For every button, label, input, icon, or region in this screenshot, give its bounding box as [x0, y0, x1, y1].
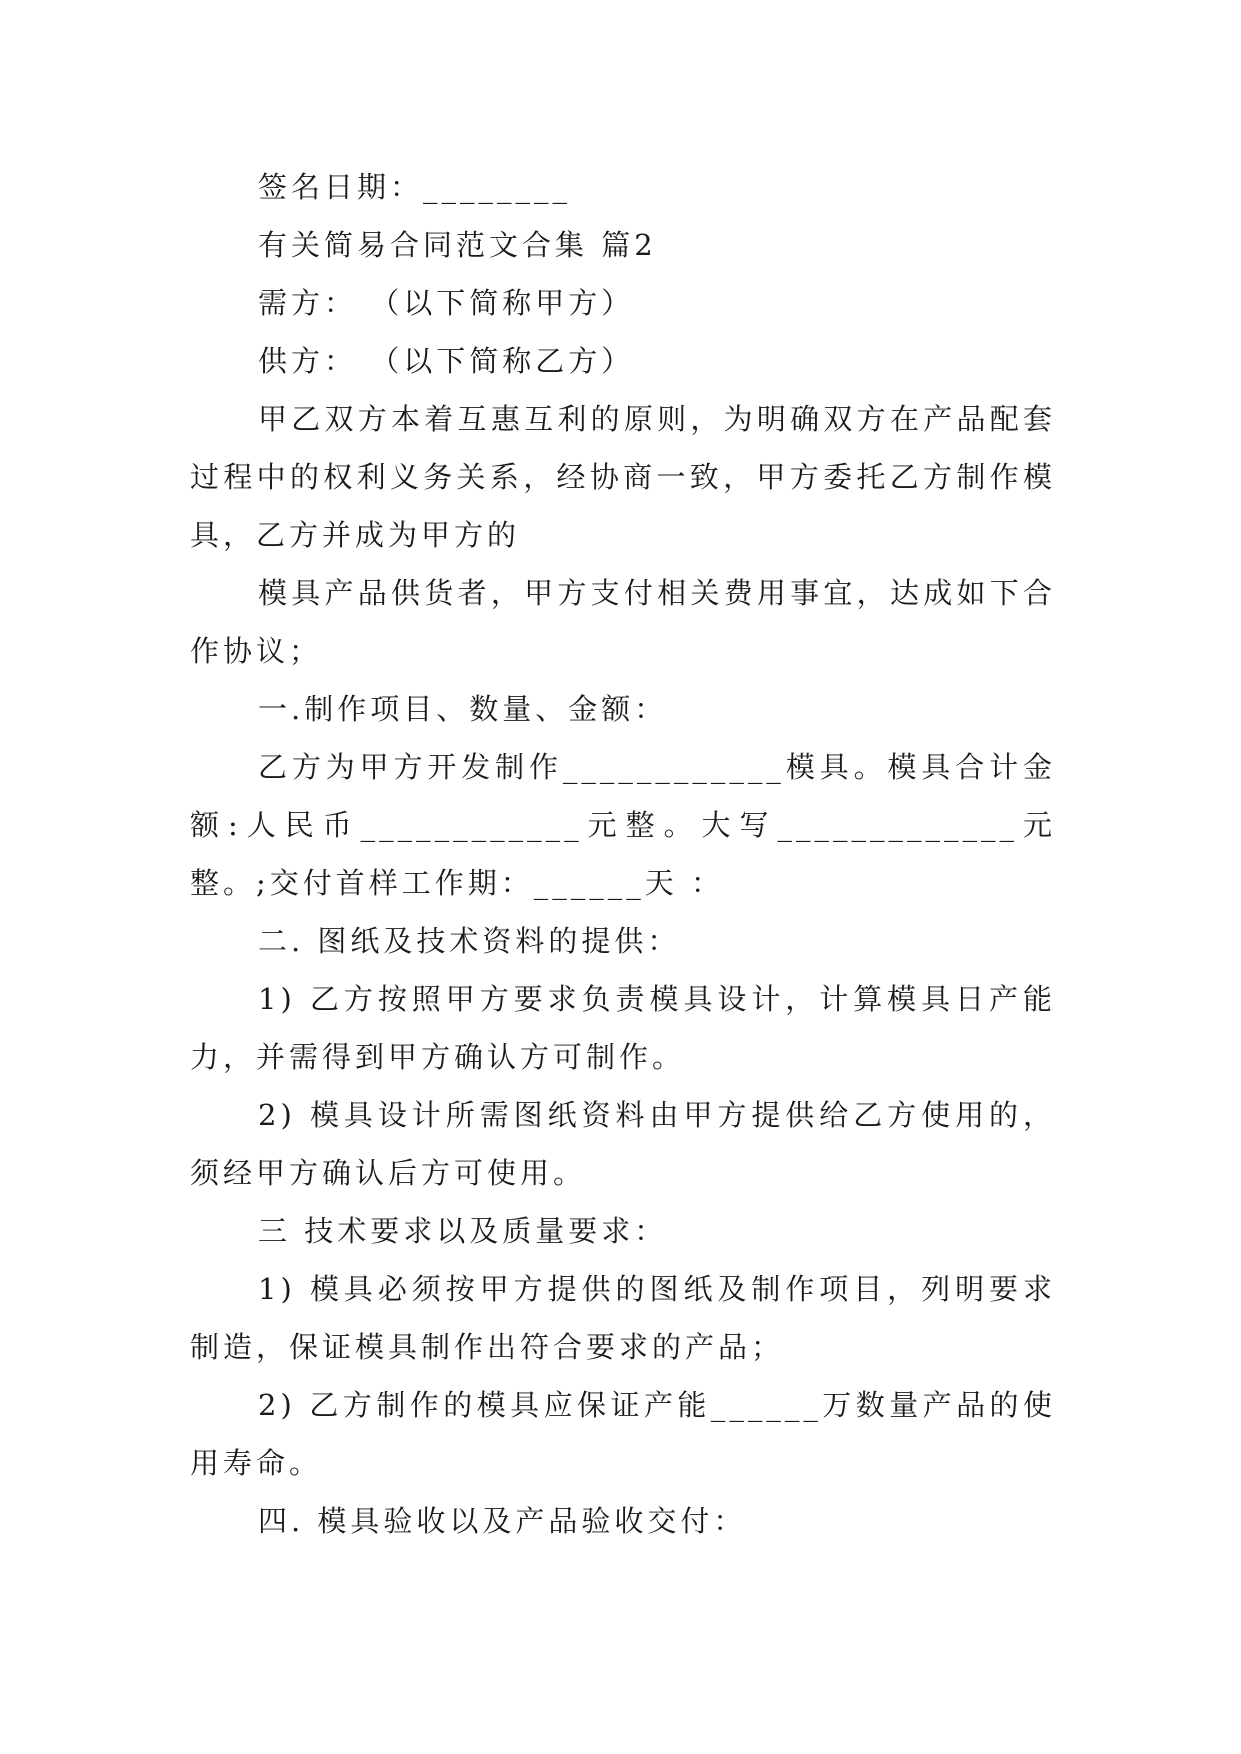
clause-4-heading: 四. 模具验收以及产品验收交付： [258, 1504, 747, 1538]
clause-2-item-1: 1) 乙方按照甲方要求负责模具设计，计算模具日产能力，并需得到甲方确认方可制作。 [190, 982, 1056, 1074]
section-title: 有关简易合同范文合集 篇2 [258, 228, 657, 262]
preamble-paragraph: 甲乙双方本着互惠互利的原则，为明确双方在产品配套过程中的权利义务关系，经协商一致，甲方委托乙方制作模具，乙方并成为甲方的 [190, 402, 1056, 552]
document-page [190, 158, 1056, 1550]
buyer-line: 需方： （以下简称甲方） [258, 286, 635, 320]
clause-2-item-2: 2) 模具设计所需图纸资料由甲方提供给乙方使用的，须经甲方确认后方可使用。 [190, 1098, 1056, 1190]
preamble-continuation: 模具产品供货者，甲方支付相关费用事宜，达成如下合作协议； [190, 576, 1056, 668]
signature-date-line: 签名日期：________ [258, 170, 572, 204]
clause-1-heading: 一.制作项目、数量、金额： [258, 692, 668, 726]
clause-3-item-1: 1) 模具必须按甲方提供的图纸及制作项目，列明要求制造，保证模具制作出符合要求的产品； [190, 1272, 1056, 1364]
clause-1-body: 乙方为甲方开发制作____________模具。模具合计金额:人民币____________元整。大写_____________元整。;交付首样工作期：______天 ： [190, 750, 1056, 900]
clause-3-item-2: 2) 乙方制作的模具应保证产能______万数量产品的使用寿命。 [190, 1388, 1056, 1480]
supplier-line: 供方： （以下简称乙方） [258, 344, 635, 378]
clause-3-heading: 三 技术要求以及质量要求： [258, 1214, 668, 1248]
clause-2-heading: 二. 图纸及技术资料的提供： [258, 924, 681, 958]
